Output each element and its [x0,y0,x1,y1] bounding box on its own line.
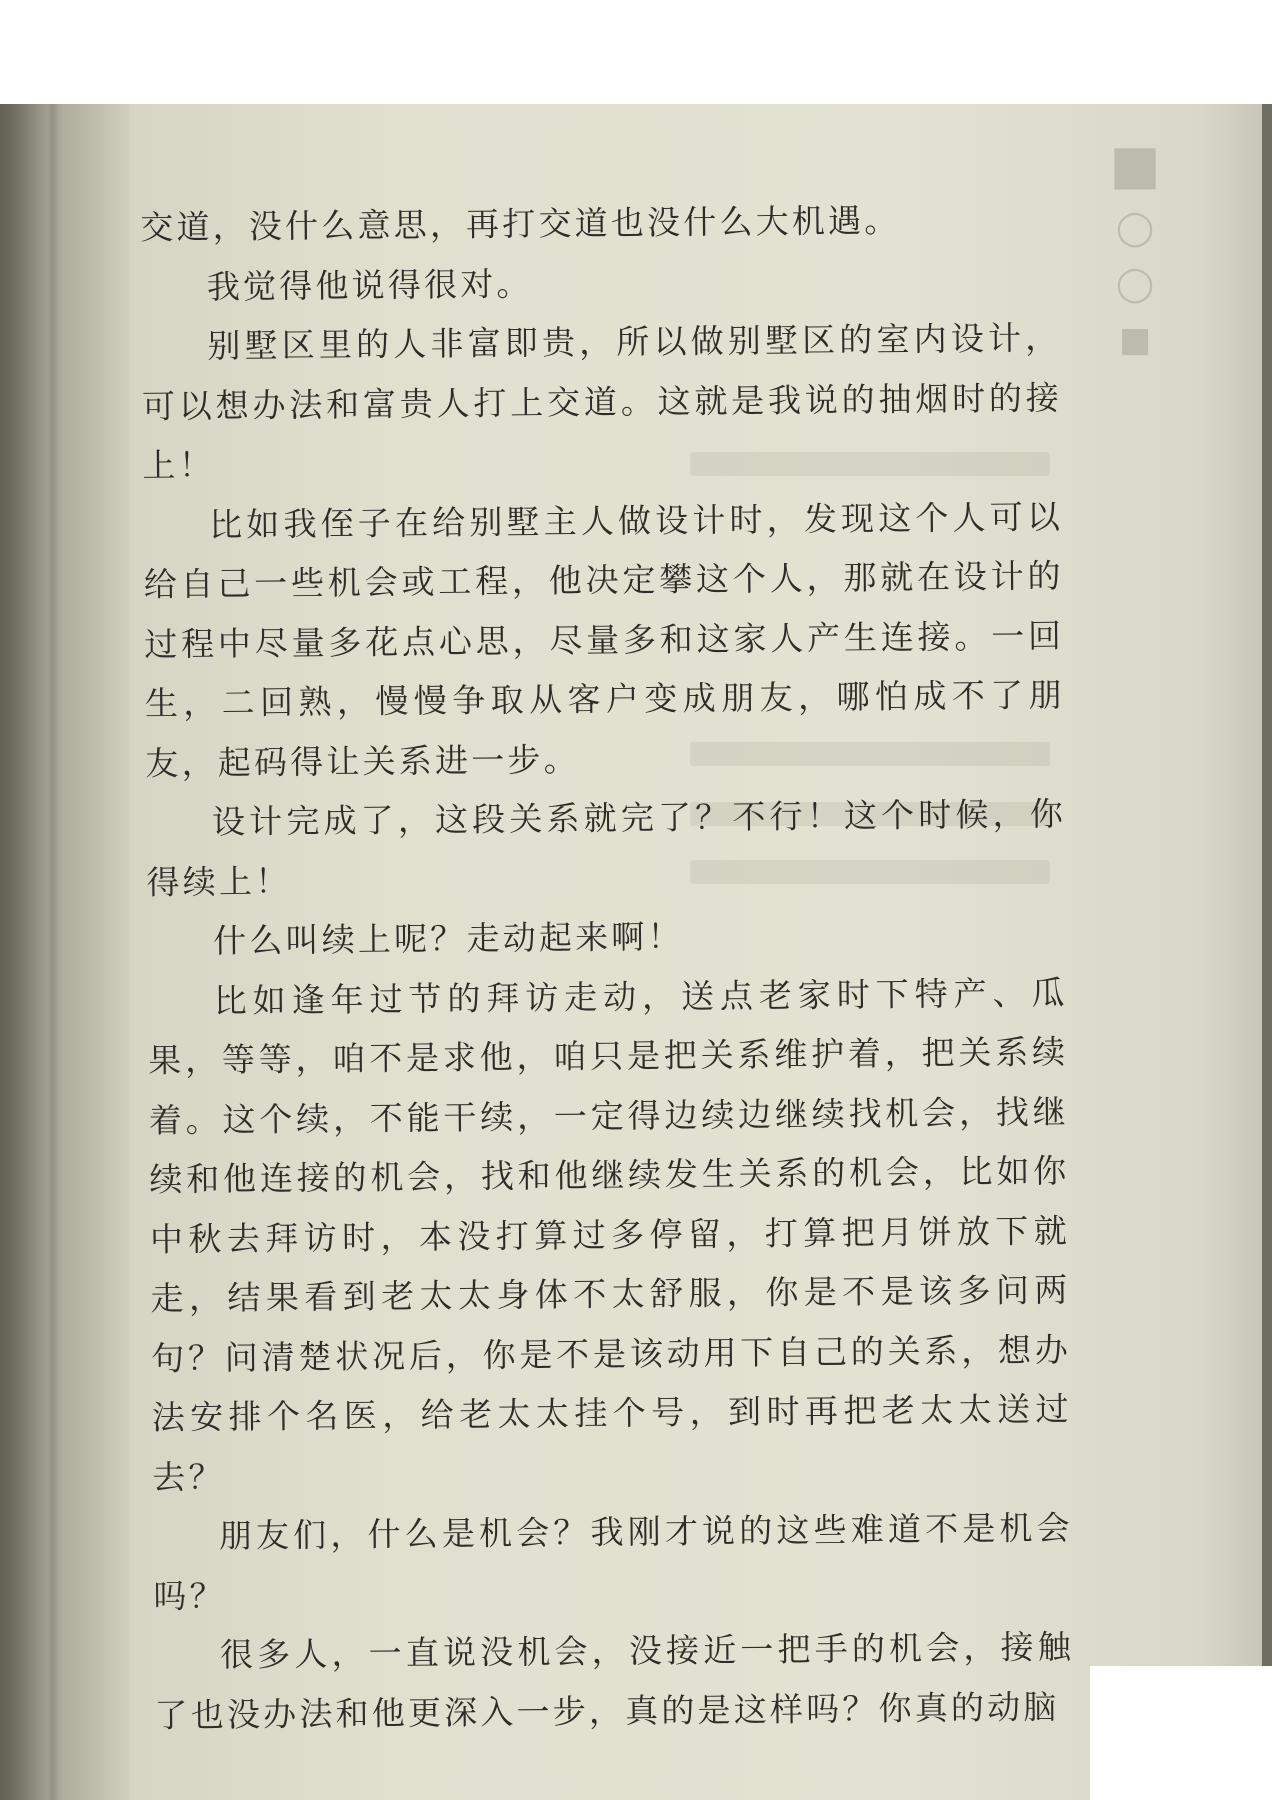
right-page-edge [1262,104,1272,1800]
paragraph: 什么叫续上呢？走动起来啊！ [212,916,684,961]
body-text [140,189,1075,1745]
paragraph: 交道，没什么意思，再打交道也没什么大机遇。 [140,200,901,247]
paragraph: 别墅区里的人非富即贵，所以做别墅区的室内设计，可以想办法和富贵人打上交道。这就是我说的抽烟时的接上！ [141,318,1063,485]
binding-shadow [0,104,130,1800]
paragraph: 比如逢年过节的拜访走动，送点老家时下特产、瓜果，等等，咱不是求他，咱只是把关系维护着，把关系续着。这个续，不能干续，一定得边续边继续找机会，找继续和他连接的机会，找和他继续发生关系的机会，比如你中秋去拜访时，本没打算过多停留，打算把月饼放下就走，结果看到老太太身体不太舒服，你是不是该多问两句？问清楚状况后，你是不是该动用下自己的关系，想办法安排个名医，给老太太挂个号，到时再把老太太送过去？ [148,972,1072,1497]
paragraph: 很多人，一直说没机会，没接近一把手的机会，接触了也没办法和他更深入一步，真的是这样吗？你真的动脑 [154,1627,1075,1735]
show-through-ghost-text: ■ ◯ ◯ ■ [1109,133,1161,360]
paragraph: 设计完成了，这段关系就完了？不行！这个时候，你得续上！ [146,794,1067,902]
scan-corner-blank [1090,1666,1272,1800]
paragraph: 比如我侄子在给别墅主人做设计时，发现这个人可以给自己一些机会或工程，他决定攀这个人，那就在设计的过程中尽量多花点心思，尽量多和这家人产生连接。一回生，二回熟，慢慢争取从客户变成朋友，哪怕成不了朋友，起码得让关系进一步。 [143,496,1065,783]
paragraph: 朋友们，什么是机会？我刚才说的这些难道不是机会吗？ [153,1508,1073,1616]
paragraph: 我觉得他说得很对。 [206,263,533,306]
